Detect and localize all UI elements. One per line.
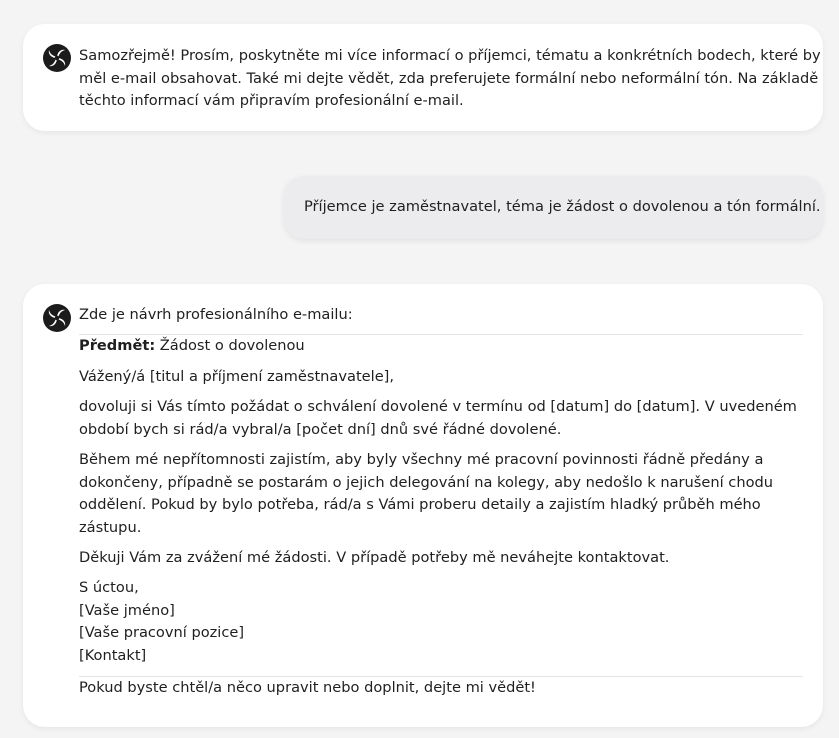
message-line: Samozřejmě! Prosím, poskytněte mi více informací o příjemci, tématu a konkrétních bodech, které by xyxy=(79,47,821,64)
user-message xyxy=(284,176,823,239)
user-message-text: Příjemce je zaměstnavatel, téma je žádost o dovolenou a tón formální. xyxy=(304,198,821,215)
signature-line: [Vaše pracovní pozice] xyxy=(79,624,245,641)
assistant-message xyxy=(23,284,823,727)
assistant-avatar-icon xyxy=(43,44,71,72)
assistant-message xyxy=(23,24,823,131)
email-paragraph-line: období bych si rád/a vybral/a [počet dní] dnů své řádné dovolené. xyxy=(79,421,562,438)
signature-line: [Vaše jméno] xyxy=(79,602,175,619)
subject-value: Žádost o dovolenou xyxy=(159,337,305,354)
email-paragraph-line: oddělení. Pokud by bylo potřeba, rád/a s Vámi proberu detaily a zajistím hladký průběh mého xyxy=(79,496,761,513)
reply-closing: Pokud byste chtěl/a něco upravit nebo doplnit, dejte mi vědět! xyxy=(79,679,536,696)
signature-line: [Kontakt] xyxy=(79,647,147,664)
signature-line: S úctou, xyxy=(79,579,139,596)
email-paragraph-line: zástupu. xyxy=(79,519,142,536)
reply-intro: Zde je návrh profesionálního e-mailu: xyxy=(79,306,353,323)
assistant-avatar-icon xyxy=(43,304,71,332)
message-line: těchto informací vám připravím profesionální e-mail. xyxy=(79,92,464,109)
email-paragraph-line: Během mé nepřítomnosti zajistím, aby byly všechny mé pracovní povinnosti řádně předány a xyxy=(79,451,764,468)
email-subject xyxy=(79,335,305,358)
email-greeting: Vážený/á [titul a příjmení zaměstnavatele], xyxy=(79,368,395,385)
email-paragraph-line: Děkuji Vám za zvážení mé žádosti. V případě potřeby mě neváhejte kontaktovat. xyxy=(79,549,670,566)
email-paragraph-line: dokončeny, případně se postarám o jejich delegování na kolegy, aby nedošlo k narušení chodu xyxy=(79,474,774,491)
message-line: měl e-mail obsahovat. Také mi dejte vědět, zda preferujete formální nebo neformální tón. Na základě xyxy=(79,69,819,87)
email-paragraph-line: dovoluji si Vás tímto požádat o schválení dovolené v termínu od [datum] do [datum]. V uvedeném xyxy=(79,398,797,415)
subject-label: Předmět: xyxy=(79,337,156,354)
